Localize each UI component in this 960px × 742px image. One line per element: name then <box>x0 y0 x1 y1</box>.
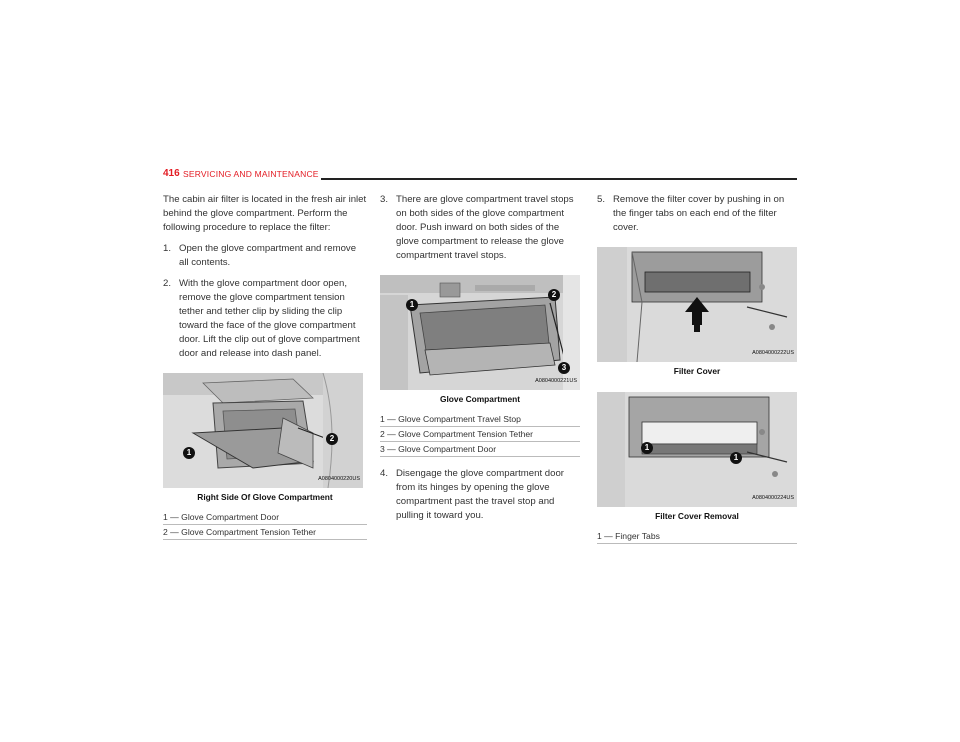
figure-filter-cover-removal <box>597 392 797 507</box>
step-text: Open the glove compartment and remove all contents. <box>179 243 357 268</box>
callout-1-left: 1 <box>641 442 653 454</box>
figure-code: A0804000222US <box>752 350 794 356</box>
legend-item: 2 — Glove Compartment Tension Tether <box>380 427 580 442</box>
legend-item: 2 — Glove Compartment Tension Tether <box>163 525 367 540</box>
figure-caption: Glove Compartment <box>439 394 521 404</box>
figure-caption: Filter Cover Removal <box>655 511 739 521</box>
callout-1: 1 <box>183 447 195 459</box>
header-rule <box>321 178 797 180</box>
page-header <box>163 168 797 188</box>
column-3 <box>597 193 797 544</box>
figure-code: A0804000220US <box>318 476 360 482</box>
step-4 <box>380 467 580 523</box>
figure-legend <box>163 510 367 540</box>
figure-code: A0804000221US <box>535 378 577 384</box>
step-text: Disengage the glove compartment door from its hinges by opening the glove compartment past the travel stop and pulling it toward you. <box>396 468 564 521</box>
step-number: 5. <box>597 194 606 205</box>
callout-2: 2 <box>326 433 338 445</box>
legend-item: 3 — Glove Compartment Door <box>380 442 580 457</box>
callout-3: 3 <box>558 362 570 374</box>
figure-code: A0804000224US <box>752 495 794 501</box>
step-text: There are glove compartment travel stops on both sides of the glove compartment door. Push inward on both sides of the glove compartment to release the glove compartment travel stops. <box>396 194 574 261</box>
step-number: 1. <box>163 243 172 254</box>
step-number: 2. <box>163 278 172 289</box>
legend-item: 1 — Finger Tabs <box>597 529 797 544</box>
step-1 <box>163 242 367 270</box>
glove-compartment-illustration <box>163 373 363 488</box>
page-number: 416 <box>163 168 180 179</box>
figure-caption: Right Side Of Glove Compartment <box>197 492 333 502</box>
column-1 <box>163 193 367 540</box>
intro-paragraph: The cabin air filter is located in the fresh air inlet behind the glove compartment. Perform the following procedure to replace the filter: <box>163 194 367 233</box>
callout-1: 1 <box>406 299 418 311</box>
figure-legend <box>380 412 580 457</box>
callout-2: 2 <box>548 289 560 301</box>
step-3 <box>380 193 580 263</box>
filter-cover-removal-illustration <box>597 392 797 507</box>
figure-glove-right-side <box>163 373 363 488</box>
column-2 <box>380 193 580 523</box>
step-5 <box>597 193 797 235</box>
legend-item: 1 — Glove Compartment Door <box>163 510 367 525</box>
step-text: With the glove compartment door open, remove the glove compartment tension tether and tether clip by sliding the clip toward the face of the glove compartment door. Lift the clip out of glove compartment door and release into dash panel. <box>179 278 360 359</box>
figure-legend <box>597 529 797 544</box>
step-number: 3. <box>380 194 389 205</box>
callout-1-right: 1 <box>730 452 742 464</box>
figure-caption: Filter Cover <box>673 366 721 376</box>
figure-filter-cover <box>597 247 797 362</box>
section-title: SERVICING AND MAINTENANCE <box>183 169 319 179</box>
filter-cover-illustration <box>597 247 797 362</box>
step-number: 4. <box>380 468 389 479</box>
figure-glove-compartment <box>380 275 580 390</box>
legend-item: 1 — Glove Compartment Travel Stop <box>380 412 580 427</box>
step-2 <box>163 277 367 361</box>
step-text: Remove the filter cover by pushing in on the finger tabs on each end of the filter cover. <box>613 194 785 233</box>
